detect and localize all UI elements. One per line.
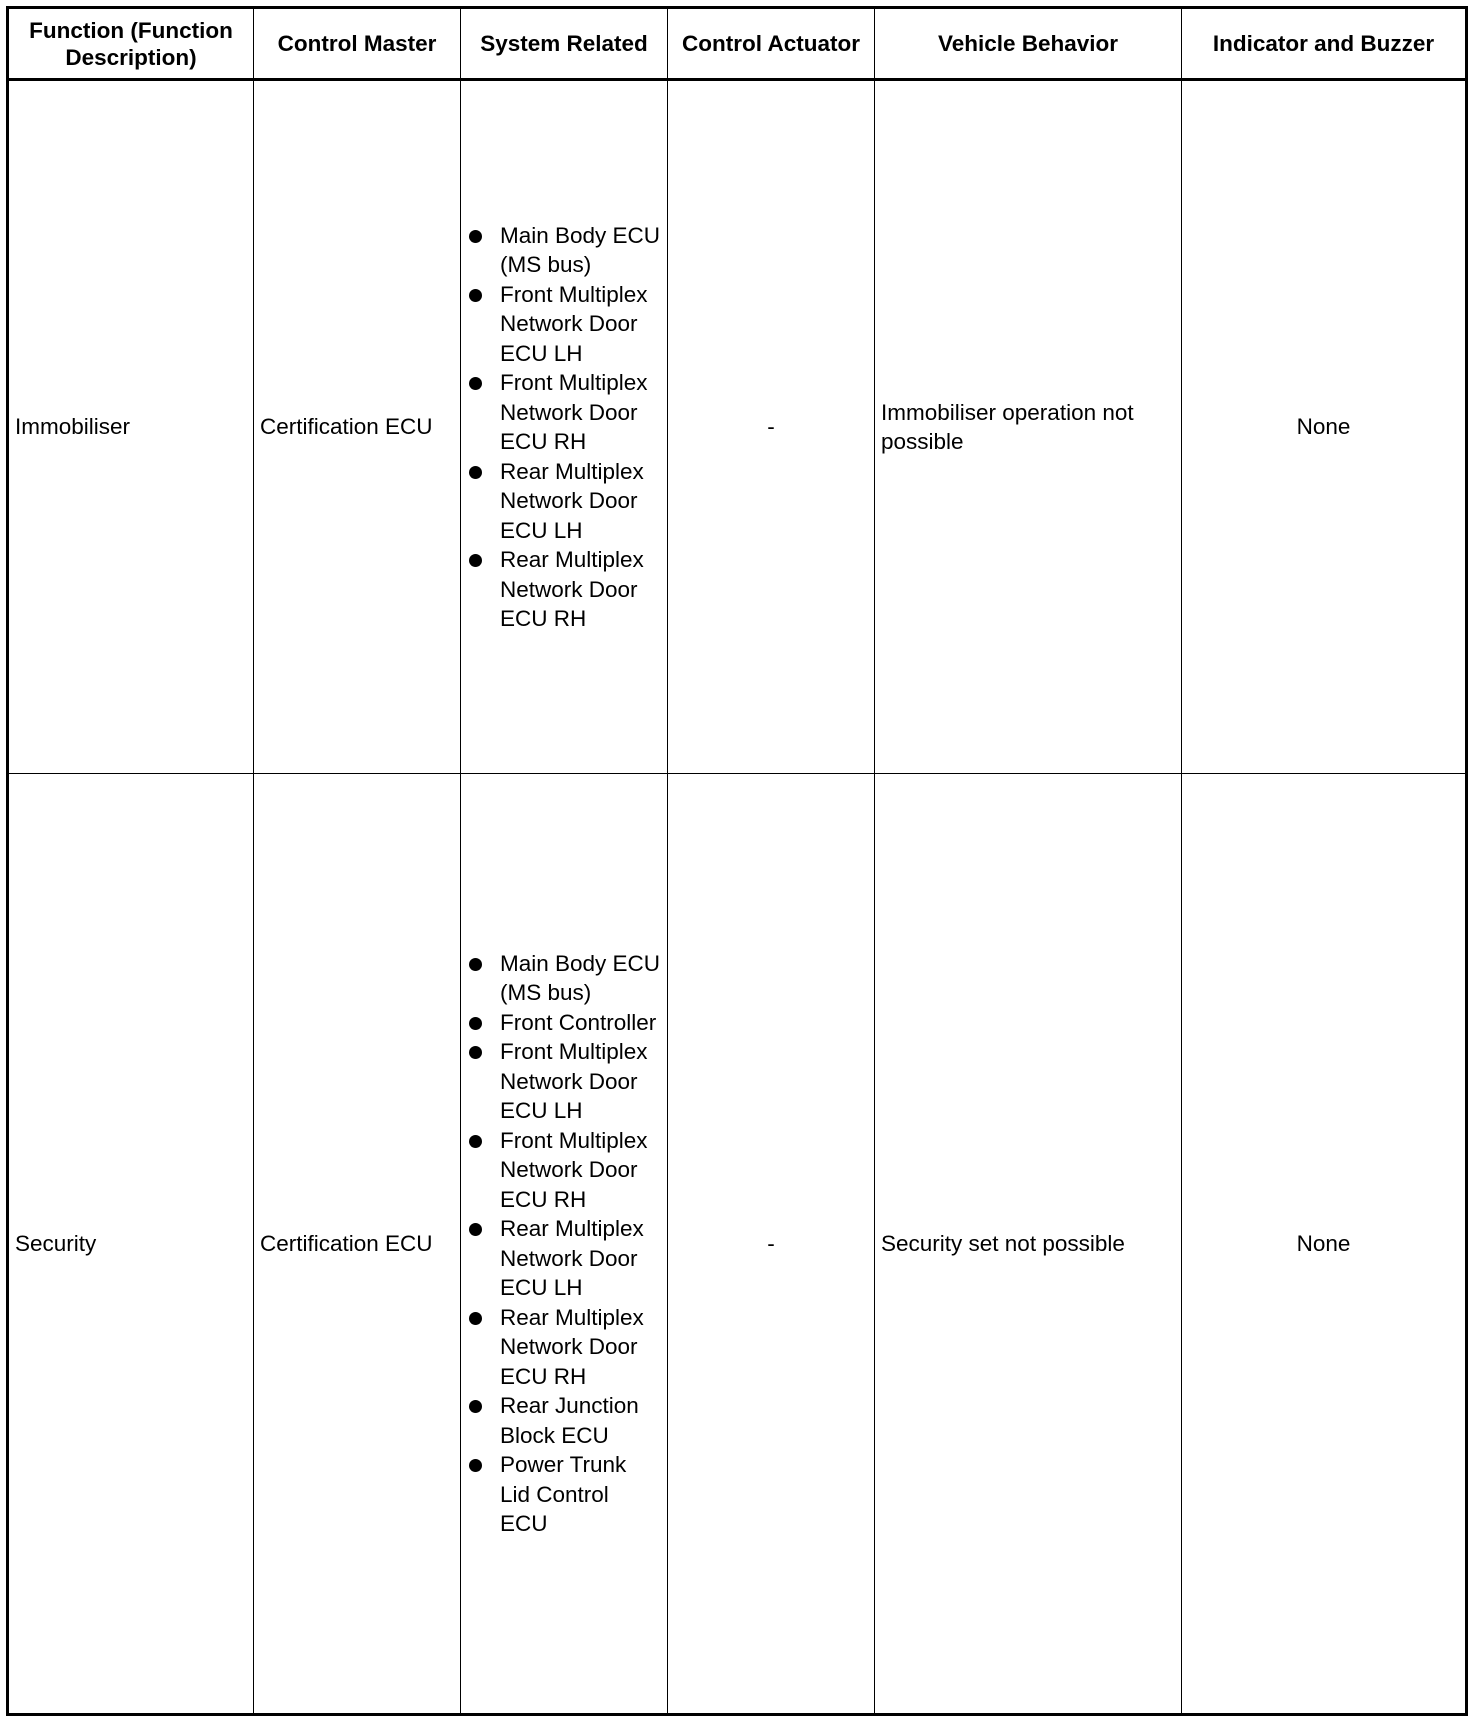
header-system-related: System Related <box>461 8 668 80</box>
indicator-buzzer-cell: None <box>1182 774 1467 1715</box>
control-master-cell: Certification ECU <box>254 774 461 1715</box>
list-item: Front Multiplex Network Door ECU RH <box>467 368 661 457</box>
control-actuator-cell: - <box>668 774 875 1715</box>
list-item: Rear Multiplex Network Door ECU RH <box>467 1303 661 1392</box>
list-item: Rear Junction Block ECU <box>467 1391 661 1450</box>
list-item: Main Body ECU (MS bus) <box>467 949 661 1008</box>
vehicle-behavior-cell: Security set not possible <box>875 774 1182 1715</box>
header-row <box>8 8 1467 80</box>
function-cell: Security <box>8 774 254 1715</box>
header-control-master: Control Master <box>254 8 461 80</box>
control-master-cell: Certification ECU <box>254 80 461 774</box>
list-item: Rear Multiplex Network Door ECU RH <box>467 545 661 634</box>
function-table <box>6 6 1468 1716</box>
table-row <box>8 774 1467 1715</box>
system-related-cell <box>461 774 668 1715</box>
header-indicator-buzzer: Indicator and Buzzer <box>1182 8 1467 80</box>
function-cell: Immobiliser <box>8 80 254 774</box>
indicator-buzzer-cell: None <box>1182 80 1467 774</box>
header-function: Function (Function Description) <box>8 8 254 80</box>
list-item: Front Multiplex Network Door ECU RH <box>467 1126 661 1215</box>
control-actuator-cell: - <box>668 80 875 774</box>
header-control-actuator: Control Actuator <box>668 8 875 80</box>
vehicle-behavior-cell: Immobiliser operation not possible <box>875 80 1182 774</box>
system-related-cell <box>461 80 668 774</box>
list-item: Front Multiplex Network Door ECU LH <box>467 1037 661 1126</box>
table-row <box>8 80 1467 774</box>
list-item: Main Body ECU (MS bus) <box>467 221 661 280</box>
list-item: Front Controller <box>467 1008 661 1038</box>
list-item: Rear Multiplex Network Door ECU LH <box>467 457 661 546</box>
list-item: Front Multiplex Network Door ECU LH <box>467 280 661 369</box>
header-vehicle-behavior: Vehicle Behavior <box>875 8 1182 80</box>
list-item: Rear Multiplex Network Door ECU LH <box>467 1214 661 1303</box>
list-item: Power Trunk Lid Control ECU <box>467 1450 661 1539</box>
system-related-list <box>467 949 661 1539</box>
system-related-list <box>467 221 661 634</box>
